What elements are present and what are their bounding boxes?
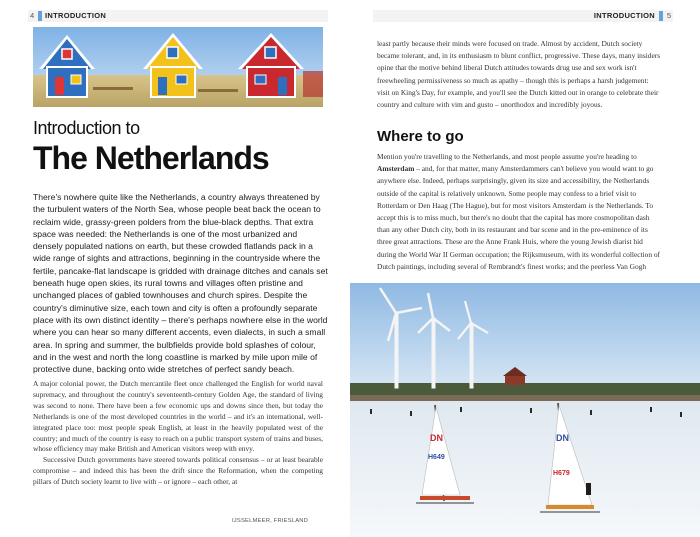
body-text-right-continued: least partly because their minds were focused on trade. Almost by accident, Dutch society became tolerant, and, in its enthusiasm to blunt conflict, progressive. These days, many insiders opine that the motive behind liberal Dutch attitudes towards drug use and sex work isn't freewheeling permissiveness so much as apathy – though this is perhaps a harsh judgement: visit on King's Day, for example, and you'll see the Dutch kitted out in orange to celebrate their country and culture with vim and gusto – unorthodox and incredibly joyous. [377,39,661,110]
left-header [28,10,328,22]
ice-sailing-illustration [350,283,700,537]
right-header-marker [659,11,663,21]
text-run: Mention you're travelling to the Netherlands, and most people assume you're heading to [377,152,637,161]
intro-paragraph: There's nowhere quite like the Netherlands, a country always threatened by the turbulent waters of the North Sea, whose people beat back the ocean to reclaim wide, grassy-green polders from the blue-black depths. That extra space was needed: the Netherlands is one of the most urbanized and densely populated nations on earth, but these crowded flatlands pack in a wide range of sights and attractions, beginning in the countryside where the fertile, pancake-flat landscape is gridded with drainage ditches and canals set beneath huge open skies, its rural towns and villages often pristine and unchanged places of gabled townhouses and church spires. Despite the country's diminutive size, each town and city is often a profoundly separate place with its own distinct identity – there's perhaps nowhere else in the world where you can hear so many different accents, even dialects, in such a small area. In spring and summer, the bulbfields provide bold splashes of colour, and in the west and north the long coastline is marked by mile upon mile of protective dune, backing onto wide stretches of perfect sandy beach. [33,192,328,375]
body-text-left [33,379,323,488]
bold-place-name: Amsterdam [377,164,415,174]
page-title: The Netherlands [33,140,269,176]
sail-2-letters: DN [556,433,569,443]
left-header-marker [38,11,42,21]
page-title-prefix: Introduction to [33,118,140,138]
running-header [28,10,673,22]
body-paragraph: Successive Dutch governments have steered towards political consensus – or at least bearable compromise – and indeed this has been the drift since the Reformation, when the competing pillars of Dutch society learnt to live with – or ignore – each other, at [33,455,323,487]
italic-emphasis: is [588,200,594,210]
right-page-number: 5 [666,11,671,20]
text-run: the Netherlands. To accept this is to miss much, but there's no doubt that the capital has more cosmopolitan dash than any other Dutch city, both in its restaurant and bar scene and in the pre-eminence of its three great attractions. These are the Anne Frank Huis, where the young Jewish diarist hid during the World War II German occupation; the Rijksmuseum, with its wonderful collection of Dutch paintings, including several of Rembrandt's finest works; and the peerless Van Gogh [377,200,661,271]
right-section-title: INTRODUCTION [593,11,655,20]
right-header [373,10,673,22]
left-section-title: INTRODUCTION [45,11,107,20]
ice-sailing-photo [350,283,700,537]
photo-caption: IJSSELMEER, FRIESLAND [232,518,309,524]
sail-1-letters: DN [430,433,443,443]
left-page-number: 4 [30,11,35,20]
beach-houses-illustration [33,27,323,107]
beach-houses-photo [33,27,323,107]
sail-1-number: H649 [428,454,445,461]
sail-2-number: H679 [553,470,570,477]
where-to-go-paragraph [377,151,662,273]
section-heading: Where to go [377,128,464,145]
text-run: – and, for that matter, many Amsterdammers can't believe you would want to go anywhere else. Indeed, perhaps surprisingly, given its size and accessibility, the Netherlands outside of the capital is relatively unknown. Some people may confess to a brief visit to Rotterdam or Den Haag (The Hague), but for most visitors Amsterdam [377,164,654,210]
body-paragraph: A major colonial power, the Dutch mercantile fleet once challenged the English for world naval supremacy, and throughout the country's seventeenth-century Golden Age, the standard of living was second to none. There have been a few economic ups and downs since then, but today the Netherlands is one of the most developed countries in the world – and it's an international, well-integrated place too: most people speak English, at least in the heavily populated west of the country; and much of the country is easy to reach on a public transport system of trains and buses, whose efficiency may make British and American visitors weep with envy. [33,379,324,454]
